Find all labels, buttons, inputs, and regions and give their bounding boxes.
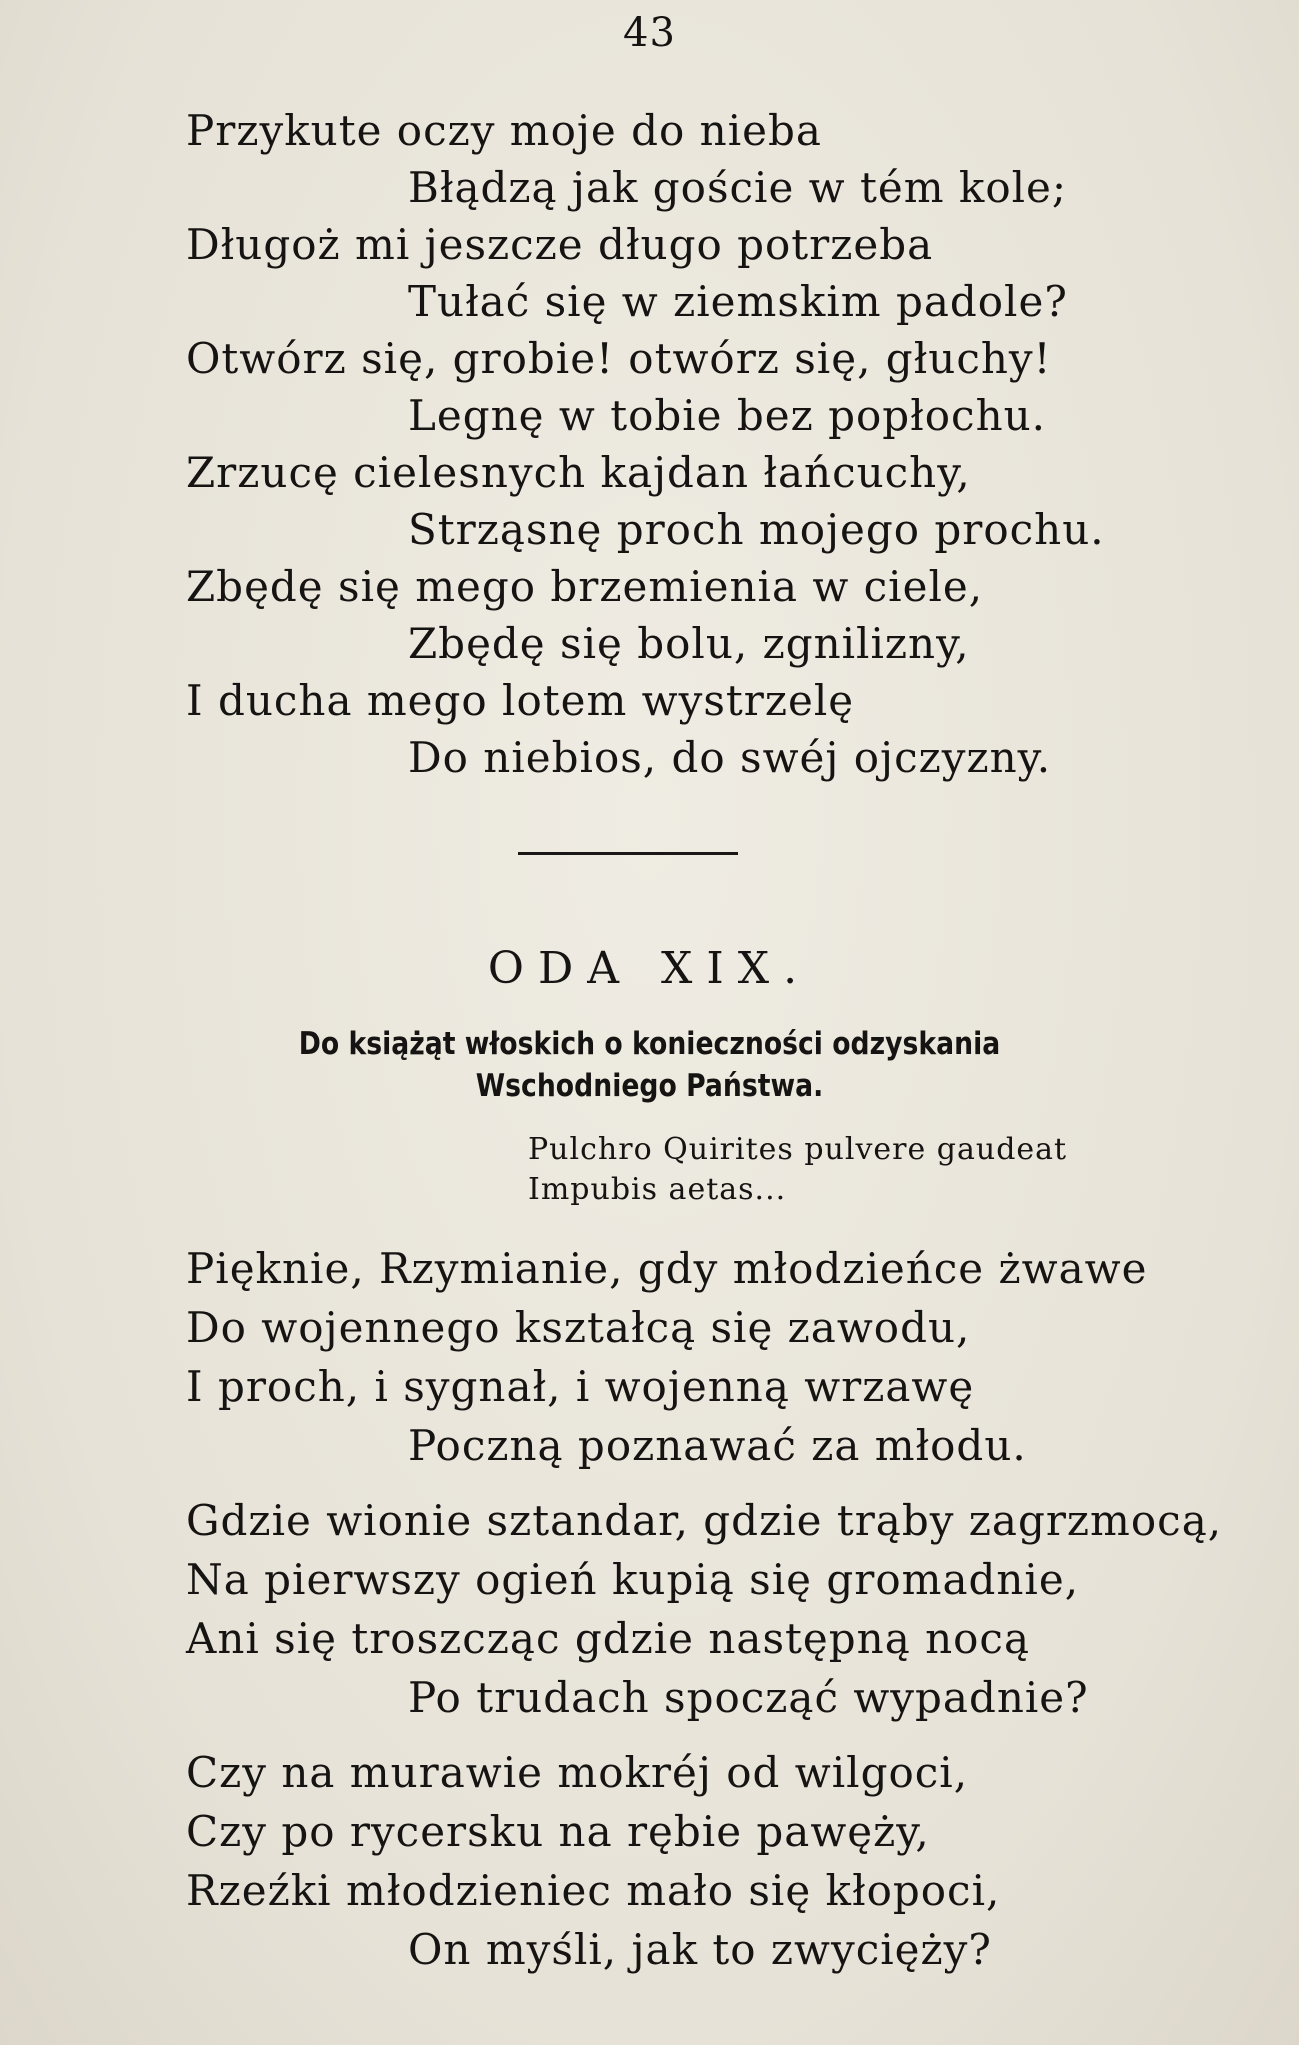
verse-line: Przykute oczy moje do nieba <box>186 106 822 155</box>
verse-line: Zbędę się bolu, zgnilizny, <box>408 619 970 668</box>
verse-line: Otwórz się, grobie! otwórz się, głuchy! <box>186 334 1052 383</box>
verse-line: Po trudach spocząć wypadnie? <box>408 1673 1089 1722</box>
epigraph-line: Impubis aetas... <box>528 1172 787 1207</box>
verse-line: I ducha mego lotem wystrzelę <box>186 676 855 725</box>
epigraph-line: Pulchro Quirites pulvere gaudeat <box>528 1132 1068 1167</box>
verse-line: Tułać się w ziemskim padole? <box>408 277 1068 326</box>
verse-line: Ani się troszcząc gdzie następną nocą <box>186 1614 1030 1663</box>
verse-line: Rzeźki młodzieniec mało się kłopoci, <box>186 1866 1001 1915</box>
verse-line: On myśli, jak to zwycięży? <box>408 1925 992 1974</box>
ode-dedication: Do książąt włoskich o konieczności odzyskania <box>298 1026 1001 1062</box>
verse-line: Długoż mi jeszcze długo potrzeba <box>186 220 934 269</box>
verse-line: Gdzie wionie sztandar, gdzie trąby zagrzmocą, <box>186 1496 1223 1545</box>
verse-line: Błądzą jak goście w tém kole; <box>408 163 1068 212</box>
verse-line: I proch, i sygnał, i wojenną wrzawę <box>186 1362 975 1411</box>
verse-line: Czy na murawie mokréj od wilgoci, <box>186 1748 969 1797</box>
verse-line: Pięknie, Rzymianie, gdy młodzieńce żwawe <box>186 1244 1148 1293</box>
verse-line: Poczną poznawać za młodu. <box>408 1421 1027 1470</box>
verse-line: Strząsnę proch mojego prochu. <box>408 505 1105 554</box>
verse-line: Do niebios, do swéj ojczyzny. <box>408 733 1052 782</box>
verse-line: Zbędę się mego brzemienia w ciele, <box>186 562 984 611</box>
verse-line: Zrzucę cielesnych kajdan łańcuchy, <box>186 448 971 497</box>
ode-dedication: Wschodniego Państwa. <box>475 1068 824 1104</box>
page-number: 43 <box>623 10 676 56</box>
verse-line: Na pierwszy ogień kupią się gromadnie, <box>186 1555 1080 1604</box>
section-divider <box>518 852 738 855</box>
ode-title: ODA XIX. <box>487 943 812 994</box>
verse-line: Czy po rycersku na rębie pawęży, <box>186 1807 930 1856</box>
verse-line: Do wojennego kształcą się zawodu, <box>186 1303 971 1352</box>
verse-line: Legnę w tobie bez popłochu. <box>408 391 1047 440</box>
